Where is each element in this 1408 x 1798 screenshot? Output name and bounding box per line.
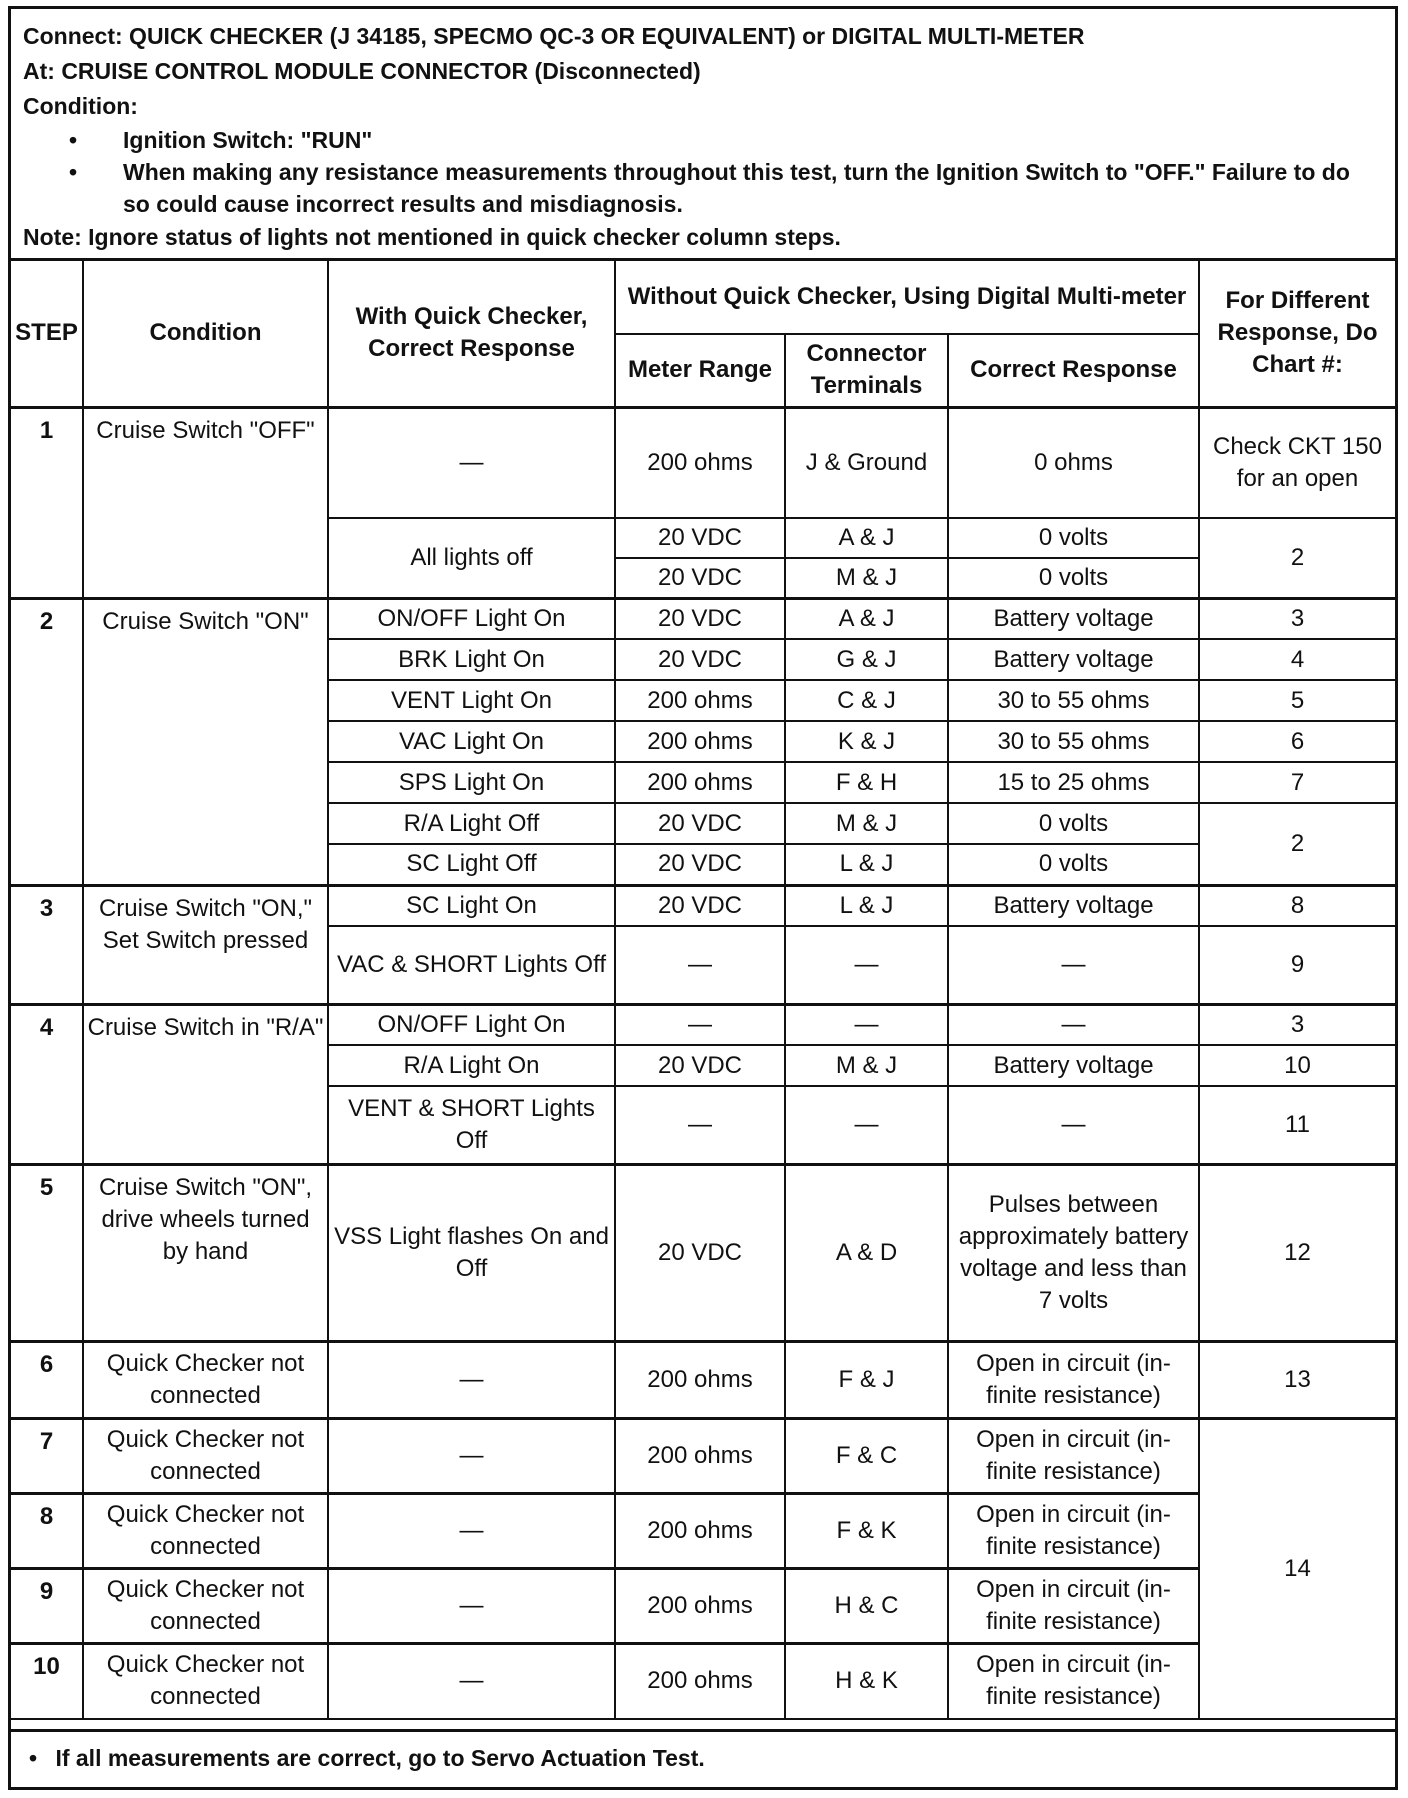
correct-response: — bbox=[948, 1004, 1199, 1045]
checker-response: — bbox=[328, 1418, 615, 1493]
step-number: 4 bbox=[11, 1004, 83, 1164]
meter-range: 20 VDC bbox=[615, 885, 785, 926]
connector-terminals: A & J bbox=[785, 598, 948, 639]
step-condition: Cruise Switch "ON", drive wheels turned by hand bbox=[83, 1164, 328, 1341]
checker-response: ON/OFF Light On bbox=[328, 1004, 615, 1045]
table-row bbox=[11, 1493, 1395, 1568]
step-condition: Quick Checker not connected bbox=[83, 1568, 328, 1643]
step-condition: Quick Checker not connected bbox=[83, 1341, 328, 1418]
meter-range: — bbox=[615, 1004, 785, 1045]
step-number: 1 bbox=[11, 407, 83, 598]
connector-terminals: H & K bbox=[785, 1643, 948, 1719]
connector-terminals: A & J bbox=[785, 518, 948, 558]
correct-response: 0 volts bbox=[948, 518, 1199, 558]
correct-response: 0 volts bbox=[948, 803, 1199, 844]
correct-response: 0 volts bbox=[948, 844, 1199, 885]
checker-response: BRK Light On bbox=[328, 639, 615, 680]
checker-response: — bbox=[328, 407, 615, 518]
chart-number: 10 bbox=[1199, 1045, 1395, 1086]
meter-range: 20 VDC bbox=[615, 844, 785, 885]
step-condition: Cruise Switch "ON" bbox=[83, 598, 328, 885]
meter-range: 200 ohms bbox=[615, 680, 785, 721]
correct-response: Open in circuit (in-finite resistance) bbox=[948, 1643, 1199, 1719]
correct-response: Pulses between approximately battery voltage and less than 7 volts bbox=[948, 1164, 1199, 1341]
meter-range: 200 ohms bbox=[615, 1568, 785, 1643]
checker-response: SC Light Off bbox=[328, 844, 615, 885]
table-row bbox=[11, 1643, 1395, 1719]
table-row bbox=[11, 598, 1395, 639]
chart-number: 7 bbox=[1199, 762, 1395, 803]
bullet-icon: • bbox=[69, 127, 78, 153]
connect-line: Connect: QUICK CHECKER (J 34185, SPECMO QC-3 OR EQUIVALENT) or DIGITAL MULTI-METER bbox=[23, 23, 1085, 49]
checker-response: VENT & SHORT Lights Off bbox=[328, 1086, 615, 1164]
step-number: 9 bbox=[11, 1568, 83, 1643]
connector-terminals: F & K bbox=[785, 1493, 948, 1568]
chart-number: 2 bbox=[1199, 518, 1395, 598]
chart-number: 6 bbox=[1199, 721, 1395, 762]
connector-terminals: A & D bbox=[785, 1164, 948, 1341]
correct-response: Battery voltage bbox=[948, 598, 1199, 639]
meter-range: — bbox=[615, 1086, 785, 1164]
connector-terminals: — bbox=[785, 926, 948, 1004]
checker-response: — bbox=[328, 1643, 615, 1719]
meter-range: 20 VDC bbox=[615, 803, 785, 844]
meter-range: 200 ohms bbox=[615, 1643, 785, 1719]
test-header bbox=[11, 9, 1395, 261]
meter-range: 200 ohms bbox=[615, 407, 785, 518]
chart-number: 4 bbox=[1199, 639, 1395, 680]
table-row bbox=[11, 1004, 1395, 1045]
chart-number: 3 bbox=[1199, 598, 1395, 639]
correct-response: 0 ohms bbox=[948, 407, 1199, 518]
condition-list bbox=[23, 124, 1383, 220]
connector-terminals: K & J bbox=[785, 721, 948, 762]
correct-response: Battery voltage bbox=[948, 885, 1199, 926]
step-number: 8 bbox=[11, 1493, 83, 1568]
table-row bbox=[11, 1164, 1395, 1341]
correct-response: — bbox=[948, 926, 1199, 1004]
header-meter-range: Meter Range bbox=[615, 334, 785, 407]
meter-range: 200 ohms bbox=[615, 1341, 785, 1418]
chart-number: 11 bbox=[1199, 1086, 1395, 1164]
connector-terminals: — bbox=[785, 1004, 948, 1045]
checker-response: SPS Light On bbox=[328, 762, 615, 803]
connector-terminals: J & Ground bbox=[785, 407, 948, 518]
chart-number: Check CKT 150 for an open bbox=[1199, 407, 1395, 518]
checker-response: R/A Light On bbox=[328, 1045, 615, 1086]
note-line: Note: Ignore status of lights not mentioned in quick checker column steps. bbox=[23, 224, 841, 250]
meter-range: 200 ohms bbox=[615, 1418, 785, 1493]
header-with-checker: With Quick Checker, Correct Response bbox=[328, 261, 615, 407]
chart-number: 13 bbox=[1199, 1341, 1395, 1418]
correct-response: Open in circuit (in-finite resistance) bbox=[948, 1568, 1199, 1643]
connector-terminals: F & J bbox=[785, 1341, 948, 1418]
chart-number: 2 bbox=[1199, 803, 1395, 885]
connector-terminals: C & J bbox=[785, 680, 948, 721]
step-number: 5 bbox=[11, 1164, 83, 1341]
connector-terminals: L & J bbox=[785, 885, 948, 926]
step-condition: Quick Checker not connected bbox=[83, 1643, 328, 1719]
correct-response: Open in circuit (in-finite resistance) bbox=[948, 1493, 1199, 1568]
step-number: 10 bbox=[11, 1643, 83, 1719]
chart-number: 14 bbox=[1199, 1418, 1395, 1719]
connector-terminals: F & C bbox=[785, 1418, 948, 1493]
condition-item: • Ignition Switch: "RUN" bbox=[23, 124, 1383, 156]
meter-range: 20 VDC bbox=[615, 1164, 785, 1341]
checker-response: VSS Light flashes On and Off bbox=[328, 1164, 615, 1341]
header-without-checker: Without Quick Checker, Using Digital Multi-meter bbox=[615, 261, 1199, 334]
meter-range: 20 VDC bbox=[615, 518, 785, 558]
checker-response: VAC & SHORT Lights Off bbox=[328, 926, 615, 1004]
correct-response: Battery voltage bbox=[948, 639, 1199, 680]
chart-number: 9 bbox=[1199, 926, 1395, 1004]
table-row bbox=[11, 885, 1395, 926]
correct-response: Open in circuit (in-finite resistance) bbox=[948, 1341, 1199, 1418]
header-condition: Condition bbox=[83, 261, 328, 407]
step-number: 6 bbox=[11, 1341, 83, 1418]
chart-number: 5 bbox=[1199, 680, 1395, 721]
bullet-icon: • bbox=[69, 159, 78, 185]
connector-terminals: F & H bbox=[785, 762, 948, 803]
meter-range: 200 ohms bbox=[615, 1493, 785, 1568]
table-row bbox=[11, 1418, 1395, 1493]
checker-response: — bbox=[328, 1493, 615, 1568]
table-row bbox=[11, 1568, 1395, 1643]
checker-response: VENT Light On bbox=[328, 680, 615, 721]
diagnostic-chart bbox=[8, 6, 1398, 1790]
bullet-icon: • bbox=[29, 1745, 38, 1771]
chart-number: 8 bbox=[1199, 885, 1395, 926]
connector-terminals: M & J bbox=[785, 803, 948, 844]
correct-response: Open in circuit (in-finite resistance) bbox=[948, 1418, 1199, 1493]
checker-response: R/A Light Off bbox=[328, 803, 615, 844]
chart-number: 3 bbox=[1199, 1004, 1395, 1045]
diagnostic-table bbox=[11, 261, 1395, 1720]
correct-response: — bbox=[948, 1086, 1199, 1164]
connector-terminals: H & C bbox=[785, 1568, 948, 1643]
step-number: 2 bbox=[11, 598, 83, 885]
connector-terminals: L & J bbox=[785, 844, 948, 885]
condition-label: Condition: bbox=[23, 93, 138, 119]
connector-terminals: — bbox=[785, 1086, 948, 1164]
checker-response: ON/OFF Light On bbox=[328, 598, 615, 639]
footer-note bbox=[11, 1729, 1395, 1787]
chart-number: 12 bbox=[1199, 1164, 1395, 1341]
meter-range: 20 VDC bbox=[615, 558, 785, 598]
header-connector-terminals: Connector Terminals bbox=[785, 334, 948, 407]
meter-range: 20 VDC bbox=[615, 1045, 785, 1086]
checker-response: VAC Light On bbox=[328, 721, 615, 762]
meter-range: 200 ohms bbox=[615, 721, 785, 762]
table-row bbox=[11, 1341, 1395, 1418]
at-line: At: CRUISE CONTROL MODULE CONNECTOR (Disconnected) bbox=[23, 58, 701, 84]
header-different-response: For Different Response, Do Chart #: bbox=[1199, 261, 1395, 407]
step-condition: Quick Checker not connected bbox=[83, 1418, 328, 1493]
table-row bbox=[11, 407, 1395, 518]
meter-range: 20 VDC bbox=[615, 639, 785, 680]
correct-response: 30 to 55 ohms bbox=[948, 680, 1199, 721]
connector-terminals: G & J bbox=[785, 639, 948, 680]
step-condition: Quick Checker not connected bbox=[83, 1493, 328, 1568]
meter-range: — bbox=[615, 926, 785, 1004]
header-step: STEP bbox=[11, 261, 83, 407]
step-condition: Cruise Switch "OFF" bbox=[83, 407, 328, 598]
step-condition: Cruise Switch in "R/A" bbox=[83, 1004, 328, 1164]
meter-range: 20 VDC bbox=[615, 598, 785, 639]
step-number: 7 bbox=[11, 1418, 83, 1493]
meter-range: 200 ohms bbox=[615, 762, 785, 803]
correct-response: 30 to 55 ohms bbox=[948, 721, 1199, 762]
header-correct-response: Correct Response bbox=[948, 334, 1199, 407]
correct-response: Battery voltage bbox=[948, 1045, 1199, 1086]
checker-response: — bbox=[328, 1568, 615, 1643]
checker-response: SC Light On bbox=[328, 885, 615, 926]
step-condition: Cruise Switch "ON," Set Switch pressed bbox=[83, 885, 328, 1004]
condition-item: • When making any resistance measurements throughout this test, turn the Ignition Switch to "OFF." Failure to do so could cause incorrect results and misdiagnosis. bbox=[23, 156, 1383, 220]
footer-text: If all measurements are correct, go to Servo Actuation Test. bbox=[55, 1745, 705, 1771]
checker-response: All lights off bbox=[328, 518, 615, 598]
correct-response: 15 to 25 ohms bbox=[948, 762, 1199, 803]
connector-terminals: M & J bbox=[785, 558, 948, 598]
correct-response: 0 volts bbox=[948, 558, 1199, 598]
checker-response: — bbox=[328, 1341, 615, 1418]
step-number: 3 bbox=[11, 885, 83, 1004]
connector-terminals: M & J bbox=[785, 1045, 948, 1086]
